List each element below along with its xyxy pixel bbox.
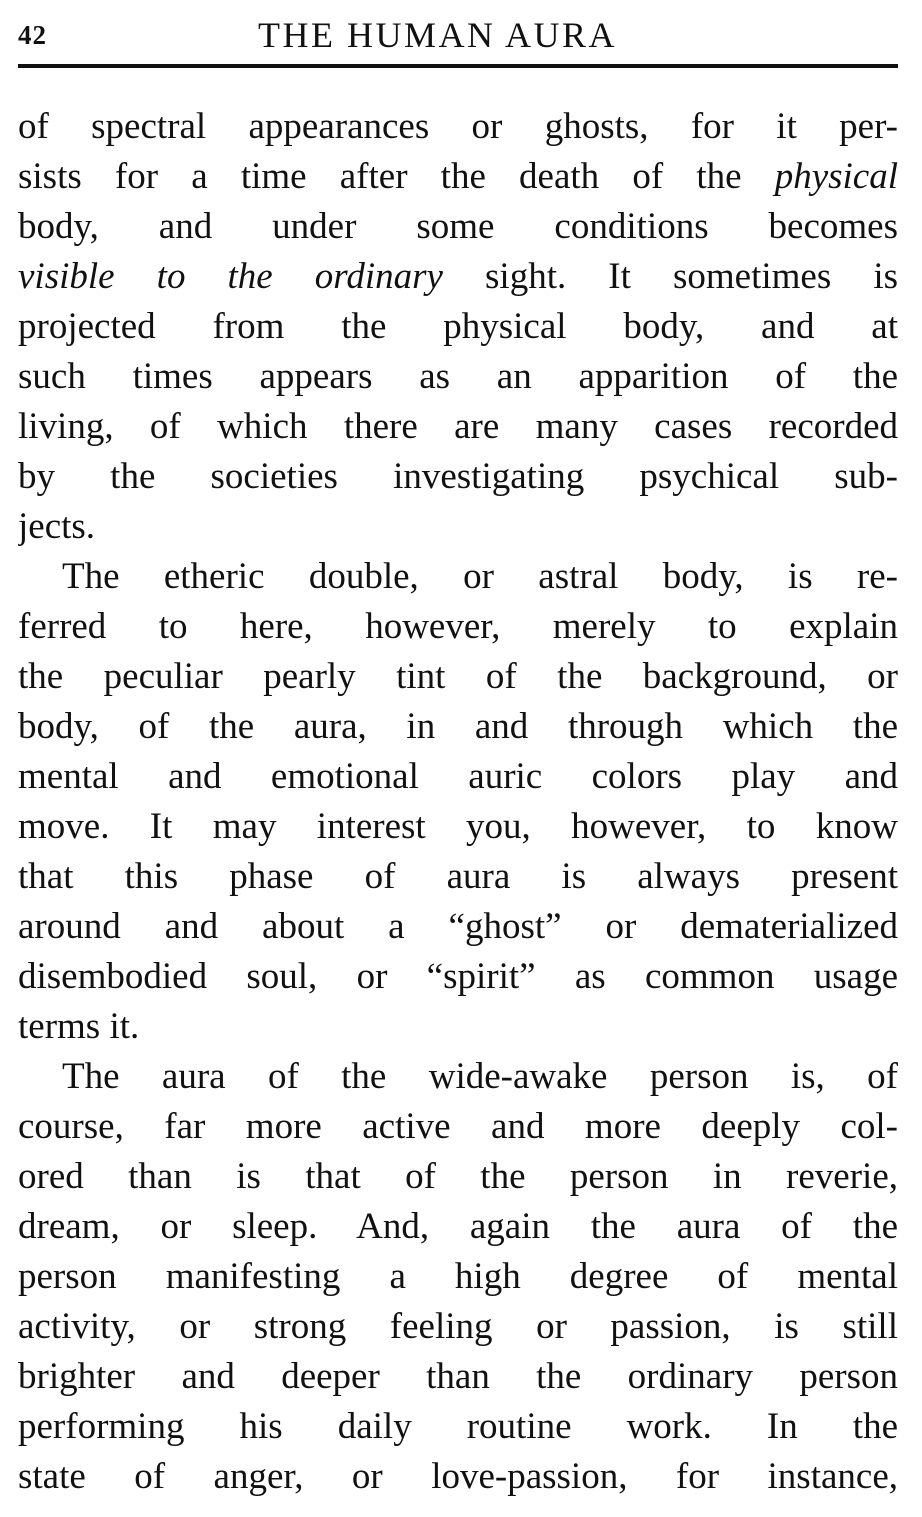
text-line: [18, 252, 898, 302]
text-line: state of anger, or love-passion, for instance,: [18, 1456, 898, 1497]
text-line: projected from the physical body, and at: [18, 306, 898, 347]
text-line: [18, 152, 898, 202]
text-line: by the societies investigating psychical sub-: [18, 456, 898, 497]
text-line: course, far more active and more deeply col-: [18, 1106, 898, 1147]
text-line: The etheric double, or astral body, is re-: [62, 556, 898, 597]
text-line: brighter and deeper than the ordinary person: [18, 1356, 898, 1397]
text-line: of spectral appearances or ghosts, for it per-: [18, 106, 898, 147]
running-title: THE HUMAN AURA: [258, 15, 617, 55]
text-line: dream, or sleep. And, again the aura of the: [18, 1206, 898, 1247]
text-line: the peculiar pearly tint of the background, or: [18, 656, 898, 697]
text-line: that this phase of aura is always present: [18, 856, 898, 897]
text-line: move. It may interest you, however, to know: [18, 806, 898, 847]
text-line-italic: physical: [774, 156, 898, 197]
text-line: performing his daily routine work. In the: [18, 1406, 898, 1447]
page-number: 42: [18, 20, 47, 50]
text-line: ored than is that of the person in reverie,: [18, 1156, 898, 1197]
text-line: body, and under some conditions becomes: [18, 206, 898, 247]
text-line: ferred to here, however, merely to explain: [18, 606, 898, 647]
text-line-roman: sists for a time after the death of the: [18, 156, 775, 197]
body-text: [18, 102, 898, 1502]
text-line: The aura of the wide-awake person is, of: [62, 1056, 898, 1097]
header-rule: [18, 64, 898, 68]
text-line: body, of the aura, in and through which the: [18, 706, 898, 747]
text-line-roman: sight. It sometimes is: [442, 256, 898, 297]
text-line: mental and emotional auric colors play and: [18, 756, 898, 797]
text-line: living, of which there are many cases recorded: [18, 406, 898, 447]
text-line: jects.: [18, 506, 96, 547]
running-head: [18, 0, 902, 60]
text-line: disembodied soul, or “spirit” as common usage: [18, 956, 898, 997]
text-line: such times appears as an apparition of the: [18, 356, 898, 397]
text-line-italic: visible to the ordinary: [18, 256, 443, 297]
text-line: person manifesting a high degree of mental: [18, 1256, 898, 1297]
book-page: [18, 0, 902, 1517]
text-line: terms it.: [18, 1006, 140, 1047]
text-line: activity, or strong feeling or passion, is still: [18, 1306, 898, 1347]
text-line: around and about a “ghost” or dematerialized: [18, 906, 898, 947]
